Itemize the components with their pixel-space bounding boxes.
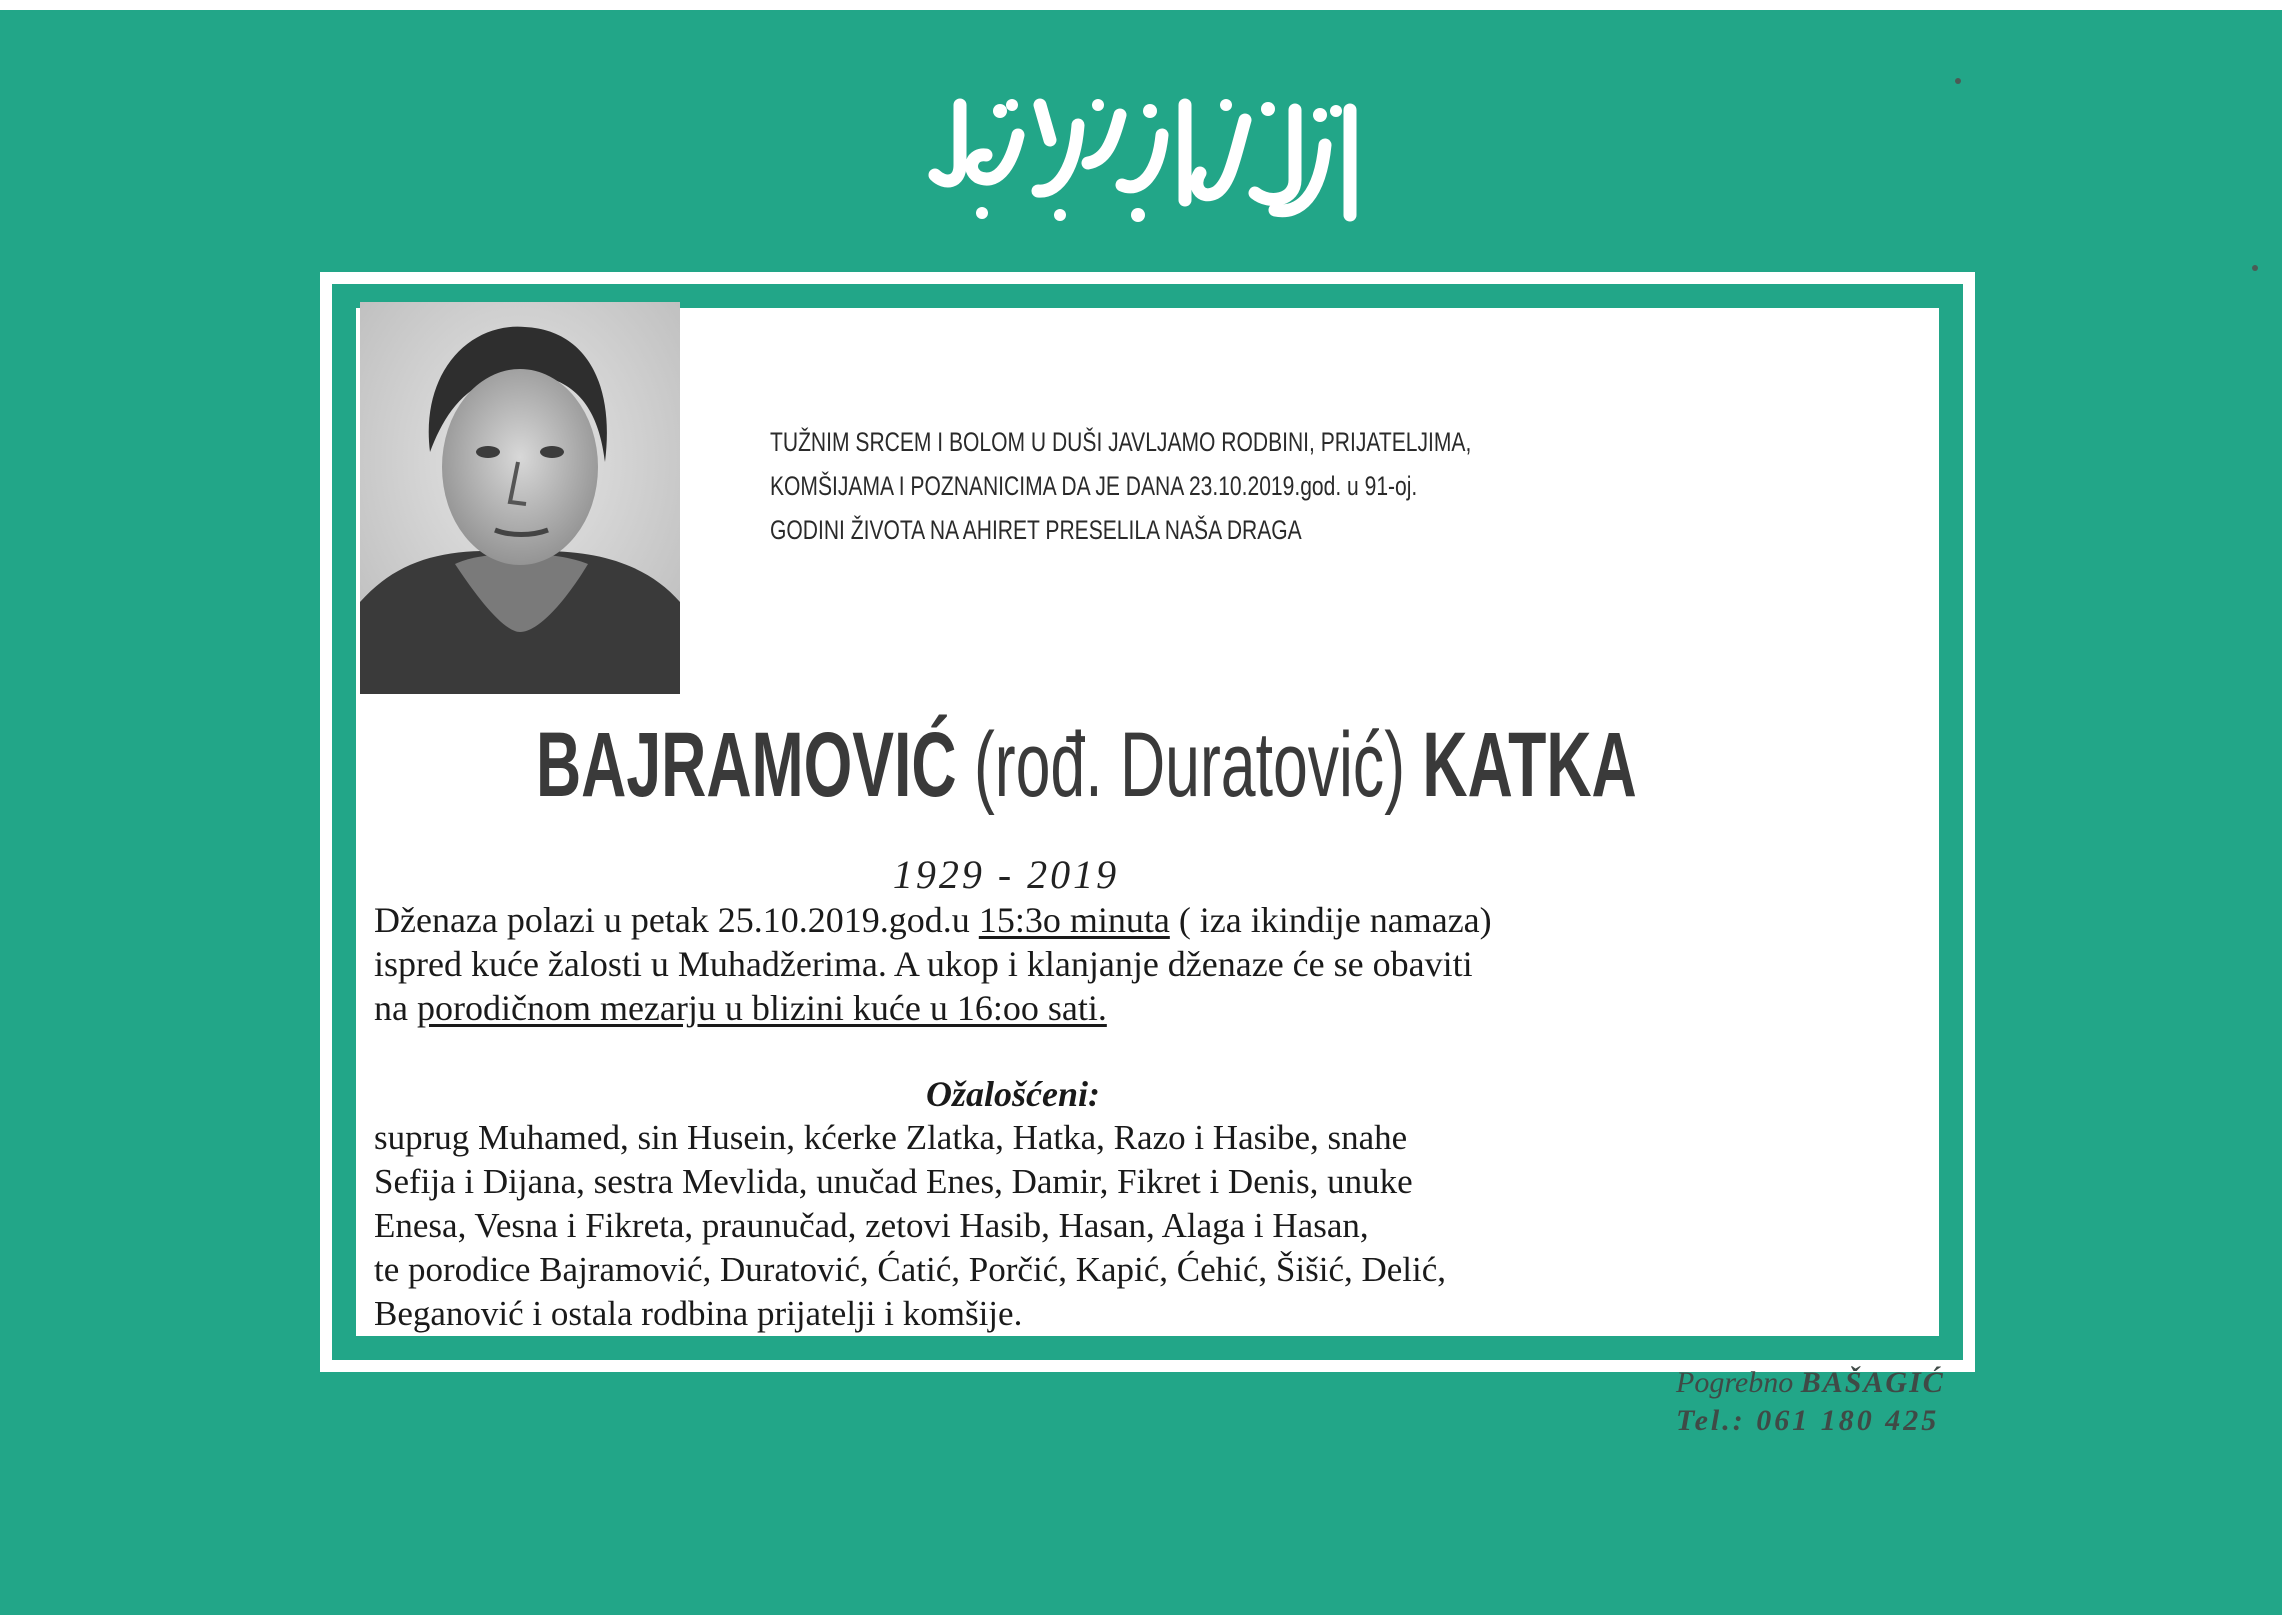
mourners-line: Beganović i ostala rodbina prijatelji i komšije. xyxy=(374,1294,1023,1333)
decorative-speck xyxy=(1955,78,1961,84)
mourners-list xyxy=(374,1116,1974,1336)
phone-number: 061 180 425 xyxy=(1756,1404,1940,1437)
funeral-time: 15:3o minuta xyxy=(978,900,1170,940)
mourners-heading xyxy=(0,1072,2282,1116)
funeral-details xyxy=(374,898,1974,1030)
funeral-text: na xyxy=(374,988,417,1028)
mourners-title: Ožalošćeni: xyxy=(926,1074,1100,1114)
maiden-name: (rođ. Duratović) xyxy=(973,714,1406,816)
mourners-line: Sefija i Dijana, sestra Mevlida, unučad Enes, Damir, Fikret i Denis, unuke xyxy=(374,1162,1413,1201)
announcement-line: TUŽNIM SRCEM I BOLOM U DUŠI JAVLJAMO RODBINI, PRIJATELJIMA, xyxy=(770,427,1472,457)
years-text: 1929 - 2019 xyxy=(892,852,1120,897)
funeral-line xyxy=(374,986,1974,1030)
funeral-home-name-line xyxy=(1676,1364,1945,1402)
funeral-home-label: Pogrebno xyxy=(1676,1366,1794,1399)
obituary-sheet xyxy=(0,10,2282,1615)
mourners-line: suprug Muhamed, sin Husein, kćerke Zlatka, Hatka, Razo i Hasibe, snahe xyxy=(374,1118,1408,1157)
funeral-line: ispred kuće žalosti u Muhadžerima. A ukop i klanjanje dženaze će se obaviti xyxy=(374,944,1473,984)
surname: BAJRAMOVIĆ xyxy=(536,714,957,816)
arabic-calligraphy xyxy=(900,65,1380,245)
funeral-place: porodičnom mezarju u blizini kuće u 16:oo sati. xyxy=(416,988,1107,1028)
given-name: KATKA xyxy=(1422,714,1637,816)
funeral-home-credit xyxy=(1676,1364,1945,1440)
funeral-line xyxy=(374,898,1974,942)
portrait-image xyxy=(360,302,680,694)
life-years xyxy=(0,850,2282,900)
phone-label: Tel.: xyxy=(1676,1404,1746,1437)
mourners-line: te porodice Bajramović, Duratović, Ćatić, Porčić, Kapić, Ćehić, Šišić, Delić, xyxy=(374,1250,1447,1289)
announcement-line: GODINI ŽIVOTA NA AHIRET PRESELILA NAŠA DRAGA xyxy=(770,515,1302,545)
funeral-home-name: BAŠAGIĆ xyxy=(1800,1366,1945,1399)
funeral-home-phone-line xyxy=(1676,1402,1945,1440)
deceased-name xyxy=(536,710,1637,820)
mourners-line: Enesa, Vesna i Fikreta, praunučad, zetovi Hasib, Hasan, Alaga i Hasan, xyxy=(374,1206,1369,1245)
announcement-line: KOMŠIJAMA I POZNANICIMA DA JE DANA 23.10.2019.god. u 91-oj. xyxy=(770,471,1418,501)
funeral-text: ( iza ikindije namaza) xyxy=(1169,900,1492,940)
portrait-photo xyxy=(360,302,680,694)
announcement-text xyxy=(770,420,1471,552)
decorative-speck xyxy=(2252,265,2258,271)
funeral-text: Dženaza polazi u petak 25.10.2019.god.u xyxy=(374,900,979,940)
